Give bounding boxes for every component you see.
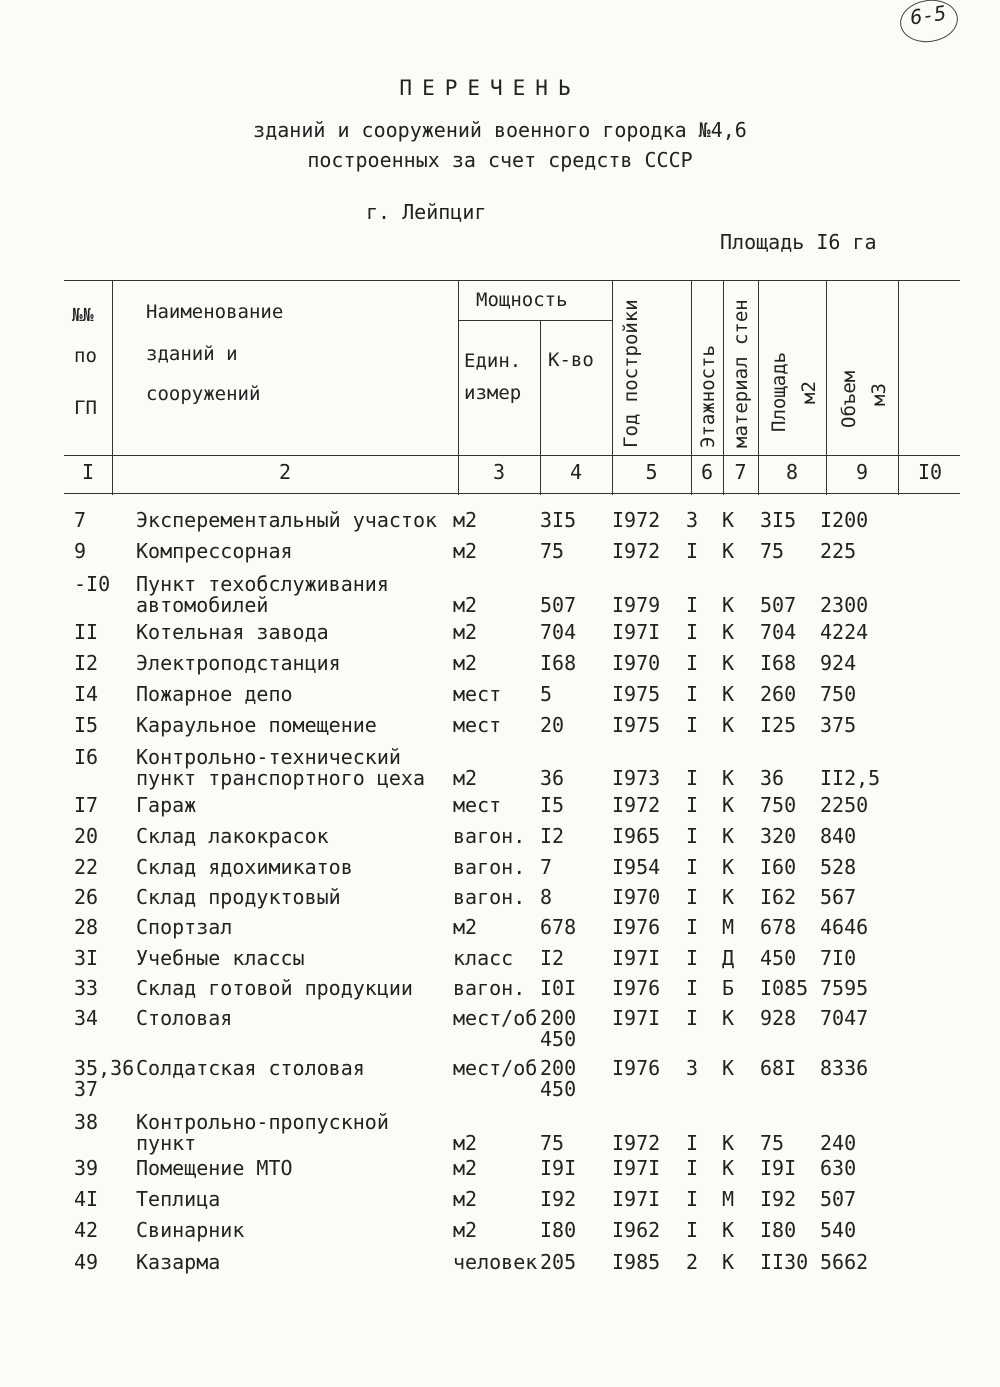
cell-unit: мест/об — [453, 1006, 538, 1030]
cell-area: I80 — [760, 1218, 797, 1242]
cell-floors: I — [686, 1218, 699, 1242]
cell-unit: человек — [453, 1250, 538, 1274]
cell-year: I979 — [612, 593, 661, 617]
col-num: 3 — [492, 460, 506, 484]
cell-walls: К — [722, 539, 735, 563]
cell-walls: К — [722, 793, 735, 817]
cell-floors: I — [686, 682, 699, 706]
cell-qty: 8 — [540, 885, 553, 909]
header-no-2: по — [74, 345, 97, 367]
cell-volume: 7595 — [820, 976, 869, 1000]
cell-no: I7 — [74, 793, 99, 817]
cell-unit: вагон. — [453, 976, 526, 1000]
cell-no: I5 — [74, 713, 99, 737]
cell-floors: I — [686, 651, 699, 675]
header-name-2: зданий и — [146, 343, 238, 365]
cell-volume: 225 — [820, 539, 857, 563]
cell-volume: 4646 — [820, 915, 869, 939]
cell-area: I9I — [760, 1156, 797, 1180]
cell-walls: К — [722, 508, 735, 532]
subtitle-line-1: зданий и сооружений военного городка №4,6 — [253, 118, 747, 142]
cell-unit: м2 — [453, 766, 478, 790]
cell-floors: I — [686, 824, 699, 848]
cell-volume: 630 — [820, 1156, 857, 1180]
cell-qty: 704 — [540, 620, 577, 644]
cell-floors: I — [686, 713, 699, 737]
cell-unit: м2 — [453, 1218, 478, 1242]
cell-floors: I — [686, 946, 699, 970]
cell-area: 678 — [760, 915, 797, 939]
cell-year: I965 — [612, 824, 661, 848]
cell-no: -I0 — [74, 572, 111, 596]
cell-name: Спортзал — [136, 915, 233, 939]
cell-volume: I200 — [820, 508, 869, 532]
cell-floors: I — [686, 793, 699, 817]
cell-floors: I — [686, 1131, 699, 1155]
cell-area: I085 — [760, 976, 809, 1000]
cell-name: Эксперементальный участок — [136, 508, 438, 532]
cell-year: I975 — [612, 682, 661, 706]
cell-floors: 2 — [686, 1250, 699, 1274]
cell-name: Склад лакокрасок — [136, 824, 329, 848]
header-unit-2: измер — [464, 382, 522, 404]
cell-no: 22 — [74, 855, 99, 879]
subtitle-line-2: построенных за счет средств СССР — [307, 148, 693, 172]
header-volume-1: Объем — [838, 370, 860, 428]
cell-walls: Б — [722, 976, 735, 1000]
cell-volume: 528 — [820, 855, 857, 879]
col-num: 8 — [785, 460, 799, 484]
cell-no: 9 — [74, 539, 87, 563]
cell-area: 3I5 — [760, 508, 797, 532]
cell-walls: К — [722, 651, 735, 675]
cell-walls: К — [722, 1250, 735, 1274]
cell-floors: I — [686, 593, 699, 617]
cell-year: I97I — [612, 1187, 661, 1211]
cell-qty: 20 — [540, 713, 565, 737]
cell-floors: I — [686, 620, 699, 644]
corner-mark: 6-5 — [897, 0, 960, 46]
cell-unit: вагон. — [453, 885, 526, 909]
cell-no: 37 — [74, 1077, 99, 1101]
header-volume-2: м3 — [868, 383, 890, 406]
cell-qty: I68 — [540, 651, 577, 675]
cell-floors: I — [686, 855, 699, 879]
cell-unit: м2 — [453, 651, 478, 675]
cell-no: 4I — [74, 1187, 99, 1211]
header-no-1: №№ — [72, 305, 94, 326]
header-walls: материал стен — [730, 299, 752, 448]
col-num: 9 — [855, 460, 869, 484]
cell-year: I972 — [612, 1131, 661, 1155]
cell-volume: II2,5 — [820, 766, 881, 790]
cell-qty: I2 — [540, 946, 565, 970]
cell-area: I60 — [760, 855, 797, 879]
cell-floors: I — [686, 766, 699, 790]
cell-year: I972 — [612, 508, 661, 532]
cell-unit: вагон. — [453, 855, 526, 879]
cell-volume: 507 — [820, 1187, 857, 1211]
cell-no: II — [74, 620, 99, 644]
cell-name: Гараж — [136, 793, 197, 817]
cell-floors: 3 — [686, 508, 699, 532]
cell-no: 20 — [74, 824, 99, 848]
cell-qty: 205 — [540, 1250, 577, 1274]
cell-year: I976 — [612, 1056, 661, 1080]
header-qty: К-во — [548, 349, 594, 371]
cell-area: 36 — [760, 766, 785, 790]
cell-area: 75 — [760, 539, 785, 563]
cell-area: 750 — [760, 793, 797, 817]
cell-name: Пункт техобслуживания — [136, 572, 389, 596]
cell-volume: 540 — [820, 1218, 857, 1242]
cell-qty: 507 — [540, 593, 577, 617]
cell-qty: I92 — [540, 1187, 577, 1211]
cell-unit: м2 — [453, 539, 478, 563]
cell-walls: К — [722, 1006, 735, 1030]
cell-floors: I — [686, 976, 699, 1000]
cell-volume: 750 — [820, 682, 857, 706]
cell-walls: К — [722, 1156, 735, 1180]
cell-year: I976 — [612, 976, 661, 1000]
cell-floors: I — [686, 915, 699, 939]
cell-unit: мест/об — [453, 1056, 538, 1080]
col-num: 5 — [645, 460, 658, 484]
cell-no: 35,36 — [74, 1056, 135, 1080]
cell-unit: м2 — [453, 915, 478, 939]
cell-name: Теплица — [136, 1187, 221, 1211]
cell-qty: 450 — [540, 1027, 577, 1051]
header-area-1: Площадь — [768, 351, 790, 432]
col-num: I0 — [917, 460, 943, 484]
cell-floors: I — [686, 885, 699, 909]
cell-name: Столовая — [136, 1006, 233, 1030]
cell-no: 34 — [74, 1006, 99, 1030]
cell-no: I4 — [74, 682, 99, 706]
cell-name: Склад готовой продукции — [136, 976, 413, 1000]
cell-name: Свинарник — [136, 1218, 245, 1242]
cell-qty: 75 — [540, 1131, 565, 1155]
total-area: Площадь I6 га — [720, 230, 877, 254]
cell-no: 49 — [74, 1250, 99, 1274]
cell-year: I970 — [612, 885, 661, 909]
cell-no: 33 — [74, 976, 99, 1000]
cell-walls: М — [722, 1187, 735, 1211]
header-no-3: ГП — [74, 397, 97, 419]
cell-volume: 2300 — [820, 593, 869, 617]
cell-floors: I — [686, 1156, 699, 1180]
cell-qty: 678 — [540, 915, 577, 939]
cell-area: I62 — [760, 885, 797, 909]
cell-name: Солдатская столовая — [136, 1056, 365, 1080]
cell-no: 26 — [74, 885, 99, 909]
cell-name: Котельная завода — [136, 620, 329, 644]
cell-name: Учебные классы — [136, 946, 305, 970]
cell-walls: К — [722, 593, 735, 617]
cell-volume: 7I0 — [820, 946, 857, 970]
city-name: г. Лейпциг — [366, 200, 487, 224]
cell-walls: Д — [722, 946, 735, 970]
cell-floors: 3 — [686, 1056, 699, 1080]
cell-qty: I9I — [540, 1156, 577, 1180]
cell-name: пункт — [136, 1131, 197, 1155]
cell-qty: 200 — [540, 1056, 577, 1080]
cell-qty: 36 — [540, 766, 565, 790]
cell-walls: К — [722, 885, 735, 909]
cell-year: I954 — [612, 855, 661, 879]
cell-no: I2 — [74, 651, 99, 675]
col-num: 6 — [700, 460, 714, 484]
cell-volume: 567 — [820, 885, 857, 909]
cell-volume: 5662 — [820, 1250, 869, 1274]
cell-volume: 8336 — [820, 1056, 869, 1080]
grid-capacity-line — [458, 320, 612, 321]
cell-qty: 3I5 — [540, 508, 577, 532]
cell-area: 68I — [760, 1056, 797, 1080]
cell-name: Пожарное депо — [136, 682, 293, 706]
cell-year: I97I — [612, 1156, 661, 1180]
cell-name: Караульное помещение — [136, 713, 377, 737]
cell-floors: I — [686, 1187, 699, 1211]
cell-unit: класс — [453, 946, 514, 970]
cell-no: I6 — [74, 745, 99, 769]
cell-name: Контрольно-пропускной — [136, 1110, 389, 1134]
cell-walls: К — [722, 766, 735, 790]
cell-walls: К — [722, 824, 735, 848]
cell-volume: 375 — [820, 713, 857, 737]
cell-walls: К — [722, 855, 735, 879]
cell-walls: К — [722, 1218, 735, 1242]
col-num: 4 — [569, 460, 583, 484]
cell-area: 928 — [760, 1006, 797, 1030]
cell-year: I985 — [612, 1250, 661, 1274]
cell-unit: м2 — [453, 1131, 478, 1155]
cell-unit: мест — [453, 793, 502, 817]
cell-year: I976 — [612, 915, 661, 939]
cell-unit: вагон. — [453, 824, 526, 848]
cell-area: 450 — [760, 946, 797, 970]
cell-year: I962 — [612, 1218, 661, 1242]
cell-walls: К — [722, 1056, 735, 1080]
header-floors: Этажность — [697, 345, 719, 448]
cell-name: Контрольно-технический — [136, 745, 401, 769]
cell-walls: К — [722, 620, 735, 644]
cell-year: I97I — [612, 620, 661, 644]
cell-volume: 840 — [820, 824, 857, 848]
cell-qty: 200 — [540, 1006, 577, 1030]
header-area-2: м2 — [798, 381, 820, 404]
cell-volume: 2250 — [820, 793, 869, 817]
cell-volume: 924 — [820, 651, 857, 675]
cell-year: I975 — [612, 713, 661, 737]
cell-walls: К — [722, 1131, 735, 1155]
document-title: ПЕРЕЧЕНЬ — [399, 76, 581, 100]
cell-unit: мест — [453, 713, 502, 737]
cell-qty: I2 — [540, 824, 565, 848]
cell-name: Склад продуктовый — [136, 885, 341, 909]
cell-area: 75 — [760, 1131, 785, 1155]
col-num: 2 — [278, 460, 292, 484]
cell-qty: I80 — [540, 1218, 577, 1242]
cell-walls: К — [722, 713, 735, 737]
header-capacity: Мощность — [476, 289, 568, 311]
cell-name: пункт транспортного цеха — [136, 766, 425, 790]
cell-qty: 75 — [540, 539, 565, 563]
cell-name: Электроподстанция — [136, 651, 341, 675]
cell-name: Склад ядохимикатов — [136, 855, 353, 879]
cell-area: II30 — [760, 1250, 809, 1274]
cell-qty: 5 — [540, 682, 553, 706]
cell-year: I97I — [612, 946, 661, 970]
cell-unit: м2 — [453, 620, 478, 644]
cell-volume: 7047 — [820, 1006, 869, 1030]
cell-volume: 4224 — [820, 620, 869, 644]
cell-unit: м2 — [453, 508, 478, 532]
cell-area: 260 — [760, 682, 797, 706]
cell-qty: I5 — [540, 793, 565, 817]
cell-no: 28 — [74, 915, 99, 939]
cell-qty: I0I — [540, 976, 577, 1000]
cell-floors: I — [686, 539, 699, 563]
header-year: Год постройки — [620, 299, 642, 448]
cell-unit: м2 — [453, 1187, 478, 1211]
cell-name: автомобилей — [136, 593, 269, 617]
cell-walls: М — [722, 915, 735, 939]
cell-area: 320 — [760, 824, 797, 848]
cell-name: Казарма — [136, 1250, 221, 1274]
cell-unit: м2 — [453, 1156, 478, 1180]
cell-year: I973 — [612, 766, 661, 790]
cell-no: 42 — [74, 1218, 99, 1242]
cell-walls: К — [722, 682, 735, 706]
cell-year: I972 — [612, 539, 661, 563]
cell-floors: I — [686, 1006, 699, 1030]
cell-year: I97I — [612, 1006, 661, 1030]
header-name-3: сооружений — [146, 383, 261, 405]
cell-volume: 240 — [820, 1131, 857, 1155]
cell-year: I972 — [612, 793, 661, 817]
cell-qty: 7 — [540, 855, 553, 879]
cell-unit: м2 — [453, 593, 478, 617]
col-num: I — [81, 460, 95, 484]
cell-year: I970 — [612, 651, 661, 675]
cell-area: I68 — [760, 651, 797, 675]
cell-no: 39 — [74, 1156, 99, 1180]
col-num: 7 — [734, 460, 747, 484]
cell-area: I92 — [760, 1187, 797, 1211]
header-name-1: Наименование — [146, 301, 284, 323]
cell-no: 7 — [74, 508, 87, 532]
cell-unit: мест — [453, 682, 502, 706]
cell-qty: 450 — [540, 1077, 577, 1101]
cell-area: 704 — [760, 620, 797, 644]
cell-name: Компрессорная — [136, 539, 293, 563]
header-unit-1: Един. — [464, 350, 522, 372]
cell-no: 3I — [74, 946, 99, 970]
cell-area: I25 — [760, 713, 797, 737]
cell-no: 38 — [74, 1110, 99, 1134]
cell-area: 507 — [760, 593, 797, 617]
cell-name: Помещение МТО — [136, 1156, 293, 1180]
